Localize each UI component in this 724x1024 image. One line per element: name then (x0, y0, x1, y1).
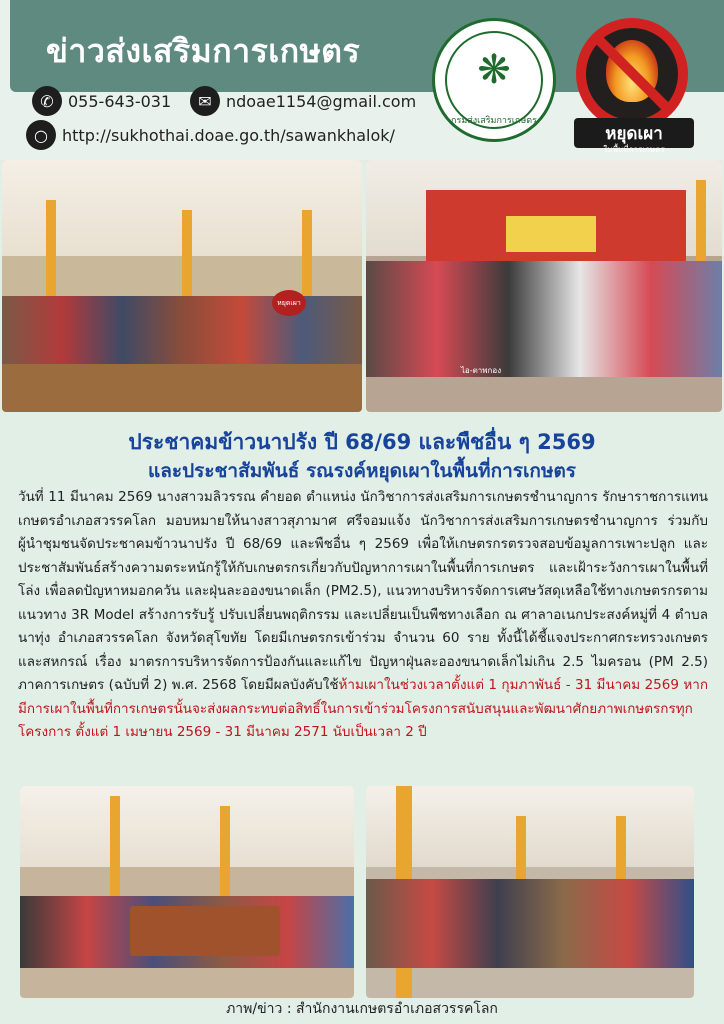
photo-bottom-right (366, 786, 694, 998)
photo-bottom-left (20, 786, 354, 998)
email-contact[interactable] (190, 86, 416, 116)
email-icon: ✉ (190, 86, 220, 116)
email-address: ndoae1154@gmail.com (226, 91, 417, 111)
photo-roof (366, 786, 694, 867)
phone-contact[interactable] (32, 86, 171, 116)
photo-crowd (366, 879, 694, 968)
photo-top-left (2, 160, 362, 412)
stop-burning-sign: หยุดเผา (272, 290, 306, 316)
seal-emblem-icon: ❋ (477, 47, 511, 93)
headline-line2: และประชาสัมพันธ์ รณรงค์หยุดเผาในพื้นที่การเกษตร (147, 460, 577, 482)
article-paragraph: วันที่ 11 มีนาคม 2569 นางสาวมลิวรรณ คำยอด ตำแหน่ง นักวิชาการส่งเสริมการเกษตรชำนาญการ รักษาราชการแทนเกษตรอำเภอสวรรคโลก มอบหมายให้นางสาวสุภามาศ ศรีจอมแจ้ง นักวิชาการส่งเสริมการเกษตรชำนาญการ ร่วมกับผู้นำชุมชนจัดประชาคมข้าวนาปรัง ปี 68/69 และพืชอื่น ๆ 2569 เพื่อให้เกษตรกรตรวจสอบข้อมูลการเพาะปลูก และประชาสัมพันธ์สร้างความตระหนักรู้ให้กับเกษตรกรเกี่ยวกับปัญหาการเผาในพื้นที่การเกษตร และเฝ้าระวังการเผาในพื้นที่โล่ง เพื่อลดปัญหาหมอกควัน และฝุ่นละอองขนาดเล็ก (PM2.5), แนวทางบริหารจัดการเศษวัสดุเหลือใช้ทางเกษตรกรตามแนวทาง 3R Model สร้างการรับรู้ ปรับเปลี่ยนพฤติกรรม และเปลี่ยนเป็นพืชทางเลือก ณ ศาลาอเนกประสงค์หมู่ที่ 4 ตำบลนาทุ่ง อำเภอสวรรคโลก จังหวัดสุโขทัย โดยมีเกษตรกรเข้าร่วม จำนวน 60 ราย ทั้งนี้ได้ชี้แจงประกาศกระทรวงเกษตรและสหกรณ์ เรื่อง มาตรการบริหารจัดการป้องกันและแก้ไข ปัญหาฝุ่นละอองขนาดเล็กไม่เกิน 2.5 ไมครอน (PM 2.5) ภาคการเกษตร (ฉบับที่ 2) พ.ศ. 2568 โดยมีผลบังคับใช้ (18, 489, 708, 693)
phone-number: 055-643-031 (68, 91, 172, 111)
website-link[interactable] (26, 120, 395, 150)
header (0, 0, 724, 160)
page-title: ข่าวส่งเสริมการเกษตร (46, 32, 361, 70)
photo-top-right (366, 160, 722, 412)
photo-banner (506, 216, 596, 252)
title-bar (10, 0, 424, 92)
headline-line1: ประชาคมข้าวนาปรัง ปี 68/69 และพืชอื่น ๆ 2569 (128, 430, 596, 454)
photo-shirt-text: ไอ-ตาพกอง (460, 366, 502, 375)
stop-burning-label: หยุดเผา (574, 118, 694, 148)
photo-roof (20, 786, 354, 867)
globe-icon: ○ (26, 120, 56, 150)
seal-text: กรมส่งเสริมการเกษตร (451, 116, 537, 126)
article-body (18, 486, 708, 745)
photo-credit: ภาพ/ข่าว : สำนักงานเกษตรอำเภอสวรรคโลก (226, 1001, 498, 1017)
photo-crowd (366, 261, 722, 377)
website-url: http://sukhothai.doae.go.th/sawankhalok/ (62, 125, 395, 145)
stop-burning-logo (566, 18, 706, 152)
stop-burning-sub: ในพื้นที่การเกษตร (603, 145, 665, 154)
doae-seal-logo (432, 18, 556, 142)
phone-icon: ✆ (32, 86, 62, 116)
article-warning: ห้ามเผาในช่วงเวลาตั้งแต่ 1 กุมภาพันธ์ - 31 มีนาคม 2569 หากมีการเผาในพื้นที่การเกษตรนั้นจะส่งผลกระทบต่อสิทธิ์ในการเข้าร่วมโครงการสนับสนุนและพัฒนาศักยภาพเกษตรกรทุกโครงการ ตั้งแต่ 1 เมษายน 2569 - 31 มีนาคม 2571 นับเป็นเวลา 2 ปี (18, 677, 708, 740)
photo-table (130, 906, 280, 956)
photo-table (2, 364, 362, 412)
